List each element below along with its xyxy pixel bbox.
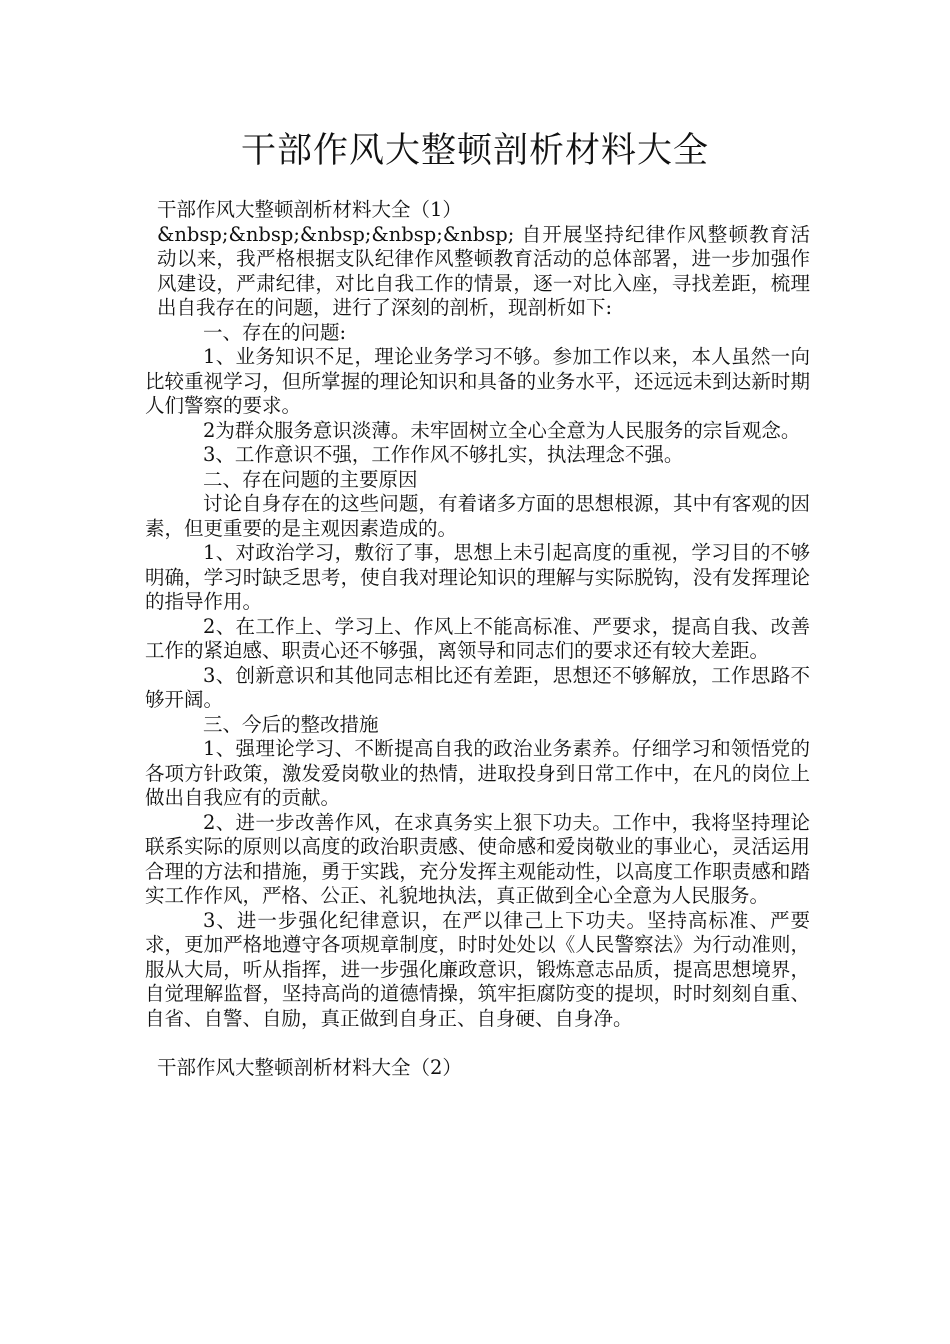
paragraph: 2、进一步改善作风，在求真务实上狠下功夫。工作中，我将坚持理论联系实际的原则以高度的政治职责感、使命感和爱岗敬业的事业心，灵活运用合理的方法和措施，勇于实践，充分发挥主观能动性，以高度工作职责感和踏实工作作风，严格、公正、礼貌地执法，真正做到全心全意为人民服务。 — [145, 810, 810, 907]
paragraph: 3、工作意识不强，工作作风不够扎实，执法理念不强。 — [203, 443, 684, 466]
paragraph: 3、进一步强化纪律意识，在严以律己上下功夫。坚持高标准、严要求，更加严格地遵守各项规章制度，时时处处以《人民警察法》为行动准则，服从大局，听从指挥，进一步强化廉政意识，锻炼意志品质，提高思想境界，自觉理解监督，坚持高尚的道德情操，筑牢拒腐防变的提坝，时时刻刻自重、自省、自警、自励，真正做到自身正、自身硬、自身净。 — [145, 908, 810, 1030]
document-title: 干部作风大整顿剖析材料大全 — [240, 131, 709, 171]
document-body — [145, 198, 810, 1080]
intro-paragraph: &nbsp;&nbsp;&nbsp;&nbsp;&nbsp; 自开展坚持纪律作风整顿教育活动以来，我严格根据支队纪律作风整顿教育活动的总体部署，进一步加强作风建设，严肃纪律，对比自我工作的情景，逐一对比入座，寻找差距，梳理出自我存在的问题，进行了深刻的剖析，现剖析如下: — [157, 222, 810, 319]
paragraph: 1、业务知识不足，理论业务学习不够。参加工作以来，本人虽然一向比较重视学习，但所掌握的理论知识和具备的业务水平，还远远未到达新时期人们警察的要求。 — [145, 345, 810, 417]
heading-measures: 三、今后的整改措施 — [203, 712, 379, 736]
section-gap — [145, 1031, 810, 1056]
section-2-title: 干部作风大整顿剖析材料大全（2） — [157, 1055, 462, 1079]
paragraph: 1、强理论学习、不断提高自我的政治业务素养。仔细学习和领悟党的各项方针政策，激发爱岗敬业的热情，进取投身到日常工作中，在凡的岗位上做出自我应有的贡献。 — [145, 737, 810, 809]
paragraph: 3、创新意识和其他同志相比还有差距，思想还不够解放，工作思路不够开阔。 — [145, 663, 810, 711]
paragraph: 讨论自身存在的这些问题，有着诸多方面的思想根源，其中有客观的因素，但更重要的是主观因素造成的。 — [145, 492, 810, 540]
heading-problems: 一、存在的问题: — [203, 320, 347, 344]
heading-causes: 二、存在问题的主要原因 — [203, 467, 418, 491]
paragraph: 1、对政治学习，敷衍了事，思想上未引起高度的重视，学习目的不够明确，学习时缺乏思考，使自我对理论知识的理解与实际脱钩，没有发挥理论的指导作用。 — [145, 541, 810, 613]
paragraph: 2为群众服务意识淡薄。未牢固树立全心全意为人民服务的宗旨观念。 — [203, 418, 801, 442]
paragraph: 2、在工作上、学习上、作风上不能高标准、严要求，提高自我、改善工作的紧迫感、职责心还不够强，离领导和同志们的要求还有较大差距。 — [145, 614, 810, 662]
section-1-title: 干部作风大整顿剖析材料大全（1） — [157, 198, 462, 221]
